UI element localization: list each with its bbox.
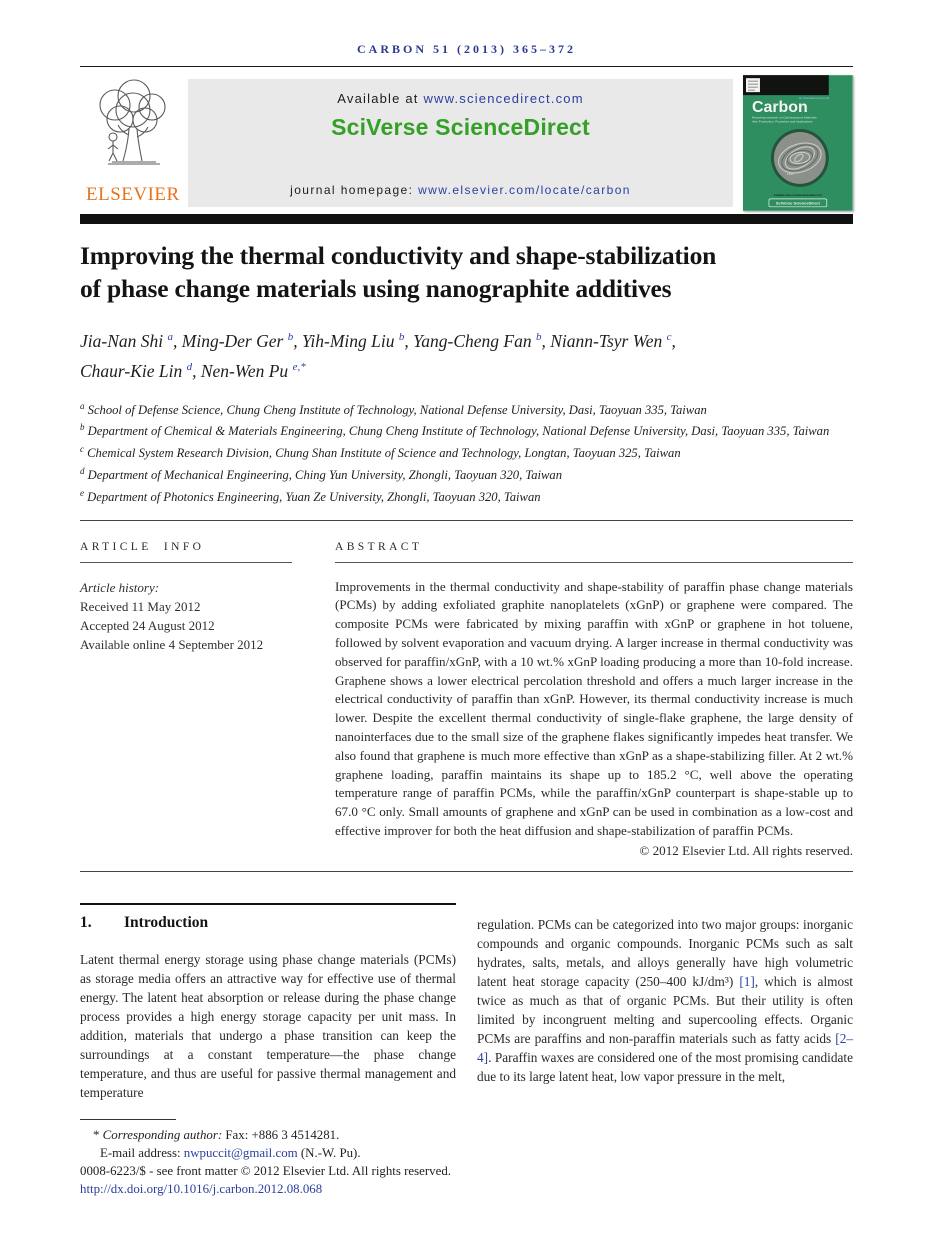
history-accepted: Accepted 24 August 2012 (80, 617, 215, 633)
section-number: 1. (80, 913, 92, 931)
homepage-label: journal homepage: (290, 183, 419, 197)
issn-line: 0008-6223/$ - see front matter © 2012 Elsevier Ltd. All rights reserved. (80, 1163, 452, 1178)
citation-link-2[interactable]: [2–4] (477, 1030, 853, 1065)
authors-row-1: Jia-Nan Shi $^a$, Ming-Der Ger $^b$, Yih-Ming Liu $^b$, Yang-Cheng Fan $^b$, Niann-Tsyr Wen $^c$, (80, 330, 676, 351)
sciencedirect-banner (188, 79, 734, 207)
sciencedirect-link[interactable]: www.sciencedirect.com (423, 91, 584, 106)
abstract-text: Improvements in the thermal conductivity and shape-stability of paraffin phase change materials (PCMs) by adding exfoliated graphite nanoplatelets (xGnP) or graphene were compared. The composite PCMs were fabricated by mixing paraffin with xGnP or graphene in hot toluene, followed by solvent evaporation and vacuum drying. A larger increase in thermal conductivity was observed for paraffin/xGnP, with a 10 wt.% xGnP loading producing a more than 10-fold increase. Graphene shows a lower electrical percolation threshold and offers a much larger increase in the electrical conductivity of paraffin than xGnP. However, its thermal conductivity increase is much lower. Despite the excellent thermal conductivity of single-flake graphene, the large density of nanointerfaces due to the small size of the graphene flakes significantly impedes heat transfer. We also found that graphene is much more effective than xGnP as a shape-stabilizing filler. At 2 wt.% graphene loading, paraffin maintains its shape up to 185.2 °C, well above the operating temperature range of paraffin PCMs, while the paraffin/xGnP counterpart is shape-stable up to 67.0 °C only. Small amounts of graphene and xGnP can be used in combination as a low-cost and effective improver for both the heat diffusion and shape-stabilization of paraffin PCMs. (335, 578, 853, 838)
article-info-column (80, 541, 335, 859)
author-name: Yang-Cheng Fan (413, 330, 532, 351)
affiliation-item: $^a$ School of Defense Science, Chung Cheng Institute of Technology, National Defense University, Dasi, Taoyuan 335, Taiwan (80, 400, 707, 417)
author-affil-mark: c (666, 331, 672, 343)
author-name: Chaur-Kie Lin (80, 360, 183, 381)
article-history (80, 578, 335, 654)
homepage-link[interactable]: www.elsevier.com/locate/carbon (418, 183, 631, 197)
elsevier-tree-icon (82, 75, 182, 175)
author-name: Jia-Nan Shi (80, 330, 164, 351)
cover-tagline-1: Reporting research on Carbonaceous Materials (752, 115, 817, 120)
elsevier-wordmark: ELSEVIER (86, 184, 180, 205)
article-title-line1: Improving the thermal conductivity and shape-stabilization (80, 241, 717, 270)
history-available-online: Available online 4 September 2012 (80, 636, 264, 652)
info-abstract-section (80, 521, 853, 872)
abstract-column (335, 541, 853, 859)
article-info-heading: ARTICLE INFO (80, 540, 205, 553)
authors-line (80, 324, 853, 384)
cover-title: Carbon (752, 99, 809, 117)
copyright-line: © 2012 Elsevier Ltd. All rights reserved. (639, 842, 853, 858)
abstract-heading: ABSTRACT (335, 540, 423, 553)
section-title: Introduction (124, 913, 209, 931)
intro-paragraph-left: Latent thermal energy storage using phase change materials (PCMs) as storage media offers an attractive way for effective use of thermal energy. The latent heat absorption or release during the phase change process provides a high energy storage capacity per unit mass. In addition, materials that undergo a phase transition can keep the surroundings at a constant temperature—the phase change temperature, and thus are useful for passive thermal management and temperature (80, 951, 456, 1100)
section-separator-bar (80, 214, 853, 224)
affiliations-list (80, 398, 853, 507)
header-rule (80, 66, 853, 67)
corresponding-author-note: * Corresponding author: Fax: +886 3 4514281. (93, 1127, 340, 1142)
affiliation-item: $^d$ Department of Mechanical Engineering, Ching Yun University, Zhongli, Taoyuan 320, Taiwan (80, 466, 563, 483)
affiliation-item: $^b$ Department of Chemical & Materials Engineering, Chung Cheng Institute of Technology, National Defense University, Dasi, Taoyuan 335, Taiwan (80, 422, 830, 439)
article-title (80, 239, 853, 305)
availability-line (337, 91, 584, 106)
author-name: Yih-Ming Liu (301, 330, 395, 351)
doi-link[interactable]: http://dx.doi.org/10.1016/j.carbon.2012.08.068 (80, 1181, 323, 1196)
citation-link-1[interactable]: [1] (739, 973, 755, 989)
sciverse-sciencedirect-logo: SciVerse ScienceDirect (331, 114, 590, 140)
author-name: Ming-Der Ger (181, 330, 284, 351)
cover-tagline-2: their Production, Properties and Applications (752, 119, 813, 124)
author-affil-mark: b (398, 331, 405, 343)
svg-text:15kV: 15kV (787, 172, 795, 176)
intro-paragraph-right: regulation. PCMs can be categorized into two major groups: inorganic compounds and organic compounds. Inorganic PCMs such as salt hydrates, salts, metals, and alloys generally have high volumetric latent heat storage capacity (250–400 kJ/dm³) [1], which is almost twice as much as that of organic PCMs. But their utility is often limited by incongruent melting and supercooling effects. Organic PCMs are paraffins and non-paraffin materials such as fatty acids [2–4]. Paraffin waxes are considered one of the most promising candidate due to its large latent heat, low vapor pressure in the melt, (477, 916, 853, 1084)
email-link[interactable]: nwpuccit@gmail.com (183, 1145, 298, 1160)
section-heading (80, 914, 456, 932)
article-title-line2: of phase change materials using nanographite additives (80, 274, 672, 303)
affiliation-item: $^c$ Chemical System Research Division, Chung Shan Institute of Science and Technology, Longtan, Taoyuan 325, Taiwan (80, 444, 681, 461)
article-info-rule (80, 562, 292, 563)
elsevier-logo (80, 79, 186, 207)
introduction-section (80, 903, 853, 1102)
journal-homepage-line (290, 183, 631, 197)
section-heading-rule (80, 903, 456, 905)
author-name: Nen-Wen Pu (200, 360, 289, 381)
footnote-block (80, 1119, 853, 1198)
intro-left-column (80, 903, 456, 1102)
author-affil-mark: b (287, 331, 294, 343)
footnote-rule (80, 1119, 176, 1120)
email-line: E-mail address: nwpuccit@gmail.com (N.-W. Pu). (100, 1145, 361, 1160)
svg-text:Available online at www.scienc: Available online at www.sciencedirect.com (773, 193, 823, 197)
available-at-text: Available at (337, 91, 424, 106)
authors-row-2: Chaur-Kie Lin $^d$, Nen-Wen Pu $^{e,*}$ (80, 360, 306, 381)
cover-sem-image (771, 129, 829, 187)
author-affil-mark: a (167, 331, 173, 343)
affiliation-item: $^e$ Department of Photonics Engineering, Yuan Ze University, Zhongli, Taoyuan 320, Taiwan (80, 487, 541, 504)
cover-badge: SciVerse ScienceDirect (776, 200, 821, 206)
journal-banner (80, 79, 853, 207)
abstract-rule (335, 562, 853, 563)
author-affil-mark: e,* (292, 360, 306, 373)
journal-citation-line: CARBON 51 (2013) 365–372 (357, 42, 576, 56)
author-affil-mark: b (535, 331, 542, 343)
author-name: Niann-Tsyr Wen (550, 330, 663, 351)
journal-cover-thumbnail (743, 75, 853, 211)
author-affil-mark: d (186, 360, 193, 373)
article-history-label: Article history: (80, 579, 160, 595)
history-received: Received 11 May 2012 (80, 598, 201, 614)
svg-text:an international journal: an international journal (799, 96, 830, 101)
intro-right-column (477, 903, 853, 1102)
